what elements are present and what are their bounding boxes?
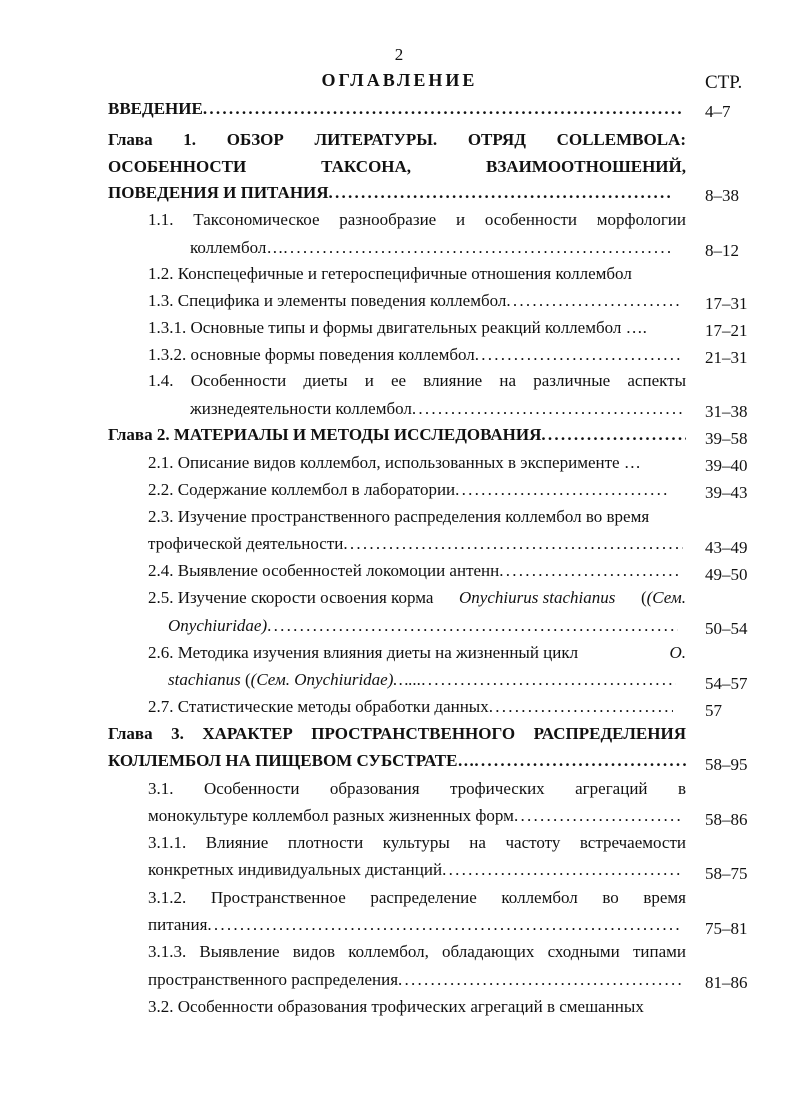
toc-entry-pages: 17–21 <box>705 321 748 340</box>
toc-chapter-1-line-2: ОСОБЕННОСТИ ТАКСОНА, ВЗАИМООТНОШЕНИЙ, <box>108 157 686 176</box>
toc-chapter-3-line-1[interactable]: Глава 3. ХАРАКТЕР ПРОСТРАНСТВЕННОГО РАСПРЕДЕЛЕНИЯ <box>108 724 686 743</box>
toc-section-3-1-line-1[interactable]: 3.1. Особенности образования трофических агрегаций в <box>148 779 686 798</box>
toc-entry-text: ВВЕДЕНИЕ <box>108 99 203 118</box>
toc-entry-pages: 58–75 <box>705 864 748 883</box>
toc-entry-pages: 39–40 <box>705 456 748 475</box>
toc-section-1-4-line-2: жизнедеятельности коллембол . . . <box>190 399 683 419</box>
toc-entry-pages: 81–86 <box>705 973 748 992</box>
toc-section-2-6-line-2: stachianus ((Сем. Onychiuridae)…... . . . <box>168 670 676 690</box>
toc-entry-pages: 21–31 <box>705 348 748 367</box>
toc-entry-pages: 75–81 <box>705 919 748 938</box>
toc-section-2-5-line-1[interactable]: 2.5. Изучение скорости освоения корма Onychiurus stachianus ((Сем. <box>148 588 686 607</box>
pages-column-label: СТР. <box>705 72 743 93</box>
toc-section-2-1[interactable]: 2.1. Описание видов коллембол, использованных в эксперименте … <box>148 453 641 472</box>
toc-chapter-1-line-1[interactable]: Глава 1. ОБЗОР ЛИТЕРАТУРЫ. ОТРЯД COLLEMBOLA: <box>108 130 686 149</box>
toc-entry-pages: 4–7 <box>705 102 731 121</box>
toc-section-1-3-1[interactable]: 1.3.1. Основные типы и формы двигательных реакций коллембол …. <box>148 318 647 337</box>
toc-section-2-3-line-2: трофической деятельности . . . <box>148 534 683 554</box>
toc-section-3-1-3-line-2: пространственного распределения . . . <box>148 970 683 990</box>
toc-entry-introduction[interactable] <box>108 99 683 119</box>
toc-entry-pages: 57 <box>705 701 722 720</box>
toc-section-1-3-2[interactable]: 1.3.2. основные формы поведения коллембол . . . <box>148 345 683 365</box>
toc-chapter-1-line-3: ПОВЕДЕНИЯ И ПИТАНИЯ . . . <box>108 183 670 203</box>
toc-chapter-3-line-2: КОЛЛЕМБОЛ НА ПИЩЕВОМ СУБСТРАТЕ… . . . <box>108 751 686 771</box>
toc-section-2-6-line-1[interactable]: 2.6. Методика изучения влияния диеты на жизненный цикл O. <box>148 643 686 662</box>
toc-section-1-4-line-1[interactable]: 1.4. Особенности диеты и ее влияние на различные аспекты <box>148 371 686 390</box>
toc-section-3-1-1-line-2: конкретных индивидуальных дистанций . . . <box>148 860 683 880</box>
toc-entry-pages: 31–38 <box>705 402 748 421</box>
toc-section-1-1-line-1[interactable]: 1.1. Таксономическое разнообразие и особенности морфологии <box>148 210 686 229</box>
toc-entry-pages: 39–58 <box>705 429 748 448</box>
toc-entry-pages: 17–31 <box>705 294 748 313</box>
toc-title: ОГЛАВЛЕНИЕ <box>321 70 478 90</box>
toc-section-1-2[interactable]: 1.2. Конспецефичные и гетероспецифичные отношения коллембол <box>148 264 632 283</box>
toc-section-3-2[interactable]: 3.2. Особенности образования трофических агрегаций в смешанных <box>148 997 644 1016</box>
toc-entry-pages: 49–50 <box>705 565 748 584</box>
toc-section-2-5-line-2: Onychiuridae) . . . <box>168 616 678 636</box>
toc-section-3-1-line-2: монокультуре коллембол разных жизненных форм . . . <box>148 806 683 826</box>
toc-entry-pages: 58–86 <box>705 810 748 829</box>
toc-section-2-7[interactable]: 2.7. Статистические методы обработки данных . . . <box>148 697 673 717</box>
toc-entry-pages: 50–54 <box>705 619 748 638</box>
toc-entry-pages: 39–43 <box>705 483 748 502</box>
page-number: 2 <box>394 45 404 64</box>
toc-entry-pages: 43–49 <box>705 538 748 557</box>
toc-section-3-1-2-line-2: питания . . . <box>148 915 683 935</box>
toc-section-2-4[interactable]: 2.4. Выявление особенностей локомоции антенн . . . <box>148 561 680 581</box>
toc-section-1-1-line-2: коллембол… . . . <box>190 238 673 258</box>
toc-section-2-3-line-1[interactable]: 2.3. Изучение пространственного распределения коллембол во время <box>148 507 650 526</box>
toc-entry-pages: 8–38 <box>705 186 739 205</box>
toc-entry-pages: 54–57 <box>705 674 748 693</box>
toc-entry-pages: 8–12 <box>705 241 739 260</box>
toc-entry-pages: 58–95 <box>705 755 748 774</box>
toc-chapter-2[interactable]: Глава 2. МАТЕРИАЛЫ И МЕТОДЫ ИССЛЕДОВАНИЯ . . . <box>108 425 686 445</box>
toc-section-3-1-3-line-1[interactable]: 3.1.3. Выявление видов коллембол, обладающих сходными типами <box>148 942 686 961</box>
toc-section-3-1-2-line-1[interactable]: 3.1.2. Пространственное распределение коллембол во время <box>148 888 686 907</box>
toc-section-2-2[interactable]: 2.2. Содержание коллембол в лаборатории . . . <box>148 480 670 500</box>
toc-section-1-3[interactable]: 1.3. Специфика и элементы поведения коллембол . . . <box>148 291 683 311</box>
toc-section-3-1-1-line-1[interactable]: 3.1.1. Влияние плотности культуры на частоту встречаемости <box>148 833 686 852</box>
